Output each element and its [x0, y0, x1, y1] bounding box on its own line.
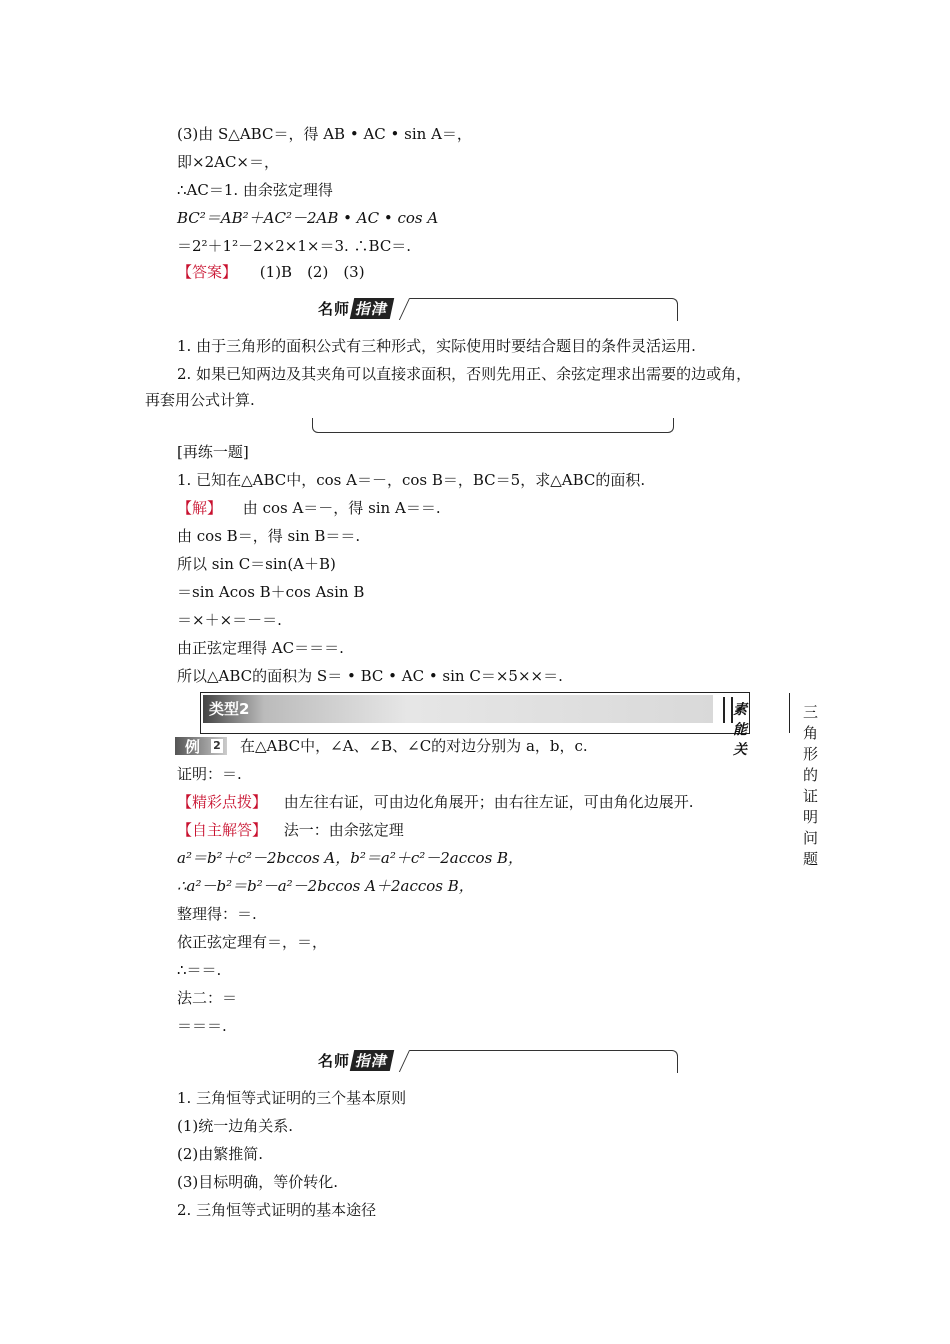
example-question: 在△ABC中，∠A、∠B、∠C的对边分别为 a，b，c.	[240, 737, 588, 755]
tip-label: 名师 指津	[318, 1050, 392, 1071]
practice-solution-line: 由 cos B＝，得 sin B＝＝.	[177, 527, 361, 545]
hint-line: 【精彩点拨】 由左往右证，可由边化角展开；由右往左证，可由角化边展开.	[177, 793, 694, 811]
tip-text: 1. 三角恒等式证明的三个基本原则	[177, 1089, 407, 1107]
answer-tag: 【答案】	[177, 263, 238, 281]
practice-solution-line: ＝×＋×＝－＝.	[177, 611, 282, 629]
answer-body: (1)B (2) (3)	[259, 263, 365, 281]
tip-text: (1)统一边角关系.	[177, 1117, 294, 1135]
tip-text: (2)由繁推简.	[177, 1145, 264, 1163]
practice-question: 1. 已知在△ABC中，cos A＝－，cos B＝，BC＝5，求△ABC的面积.	[177, 471, 646, 489]
solution-line: ∴a²－b²＝b²－a²－2bccos A＋2accos B，	[177, 877, 474, 895]
self-solve-tag: 【自主解答】	[177, 821, 268, 839]
practice-solution-line: 【解】 由 cos A＝－，得 sin A＝＝.	[177, 499, 441, 517]
practice-solution-line: 由正弦定理得 AC＝＝＝.	[177, 639, 344, 657]
tip-label: 名师 指津	[318, 298, 392, 319]
tip-text: 再套用公式计算.	[145, 391, 255, 409]
solution-line: 即×2AC×＝，	[177, 153, 279, 171]
level-label: 素能关	[733, 702, 747, 758]
solution-tag: 【解】	[177, 499, 223, 517]
banner-title: 三角形的证明问题	[803, 703, 819, 868]
solution-line: BC²＝AB²＋AC²－2AB • AC • cos A	[177, 209, 439, 227]
tip-text: 2. 如果已知两边及其夹角可以直接求面积，否则先用正、余弦定理求出需要的边或角，	[177, 365, 752, 383]
example-tag: 例 2	[175, 737, 227, 755]
solution-line: 整理得：＝.	[177, 905, 257, 923]
tip-text: 2. 三角恒等式证明的基本途径	[177, 1201, 377, 1219]
solution-line: ∴＝＝.	[177, 961, 222, 979]
solution-head-line: 【自主解答】 法一：由余弦定理	[177, 821, 404, 839]
tip-header	[312, 1048, 678, 1076]
practice-solution-line: 所以 sin C＝sin(A＋B)	[177, 555, 336, 573]
tip-header	[312, 296, 678, 324]
hint-tag: 【精彩点拨】	[177, 793, 268, 811]
solution-line: ＝＝＝.	[177, 1017, 227, 1035]
practice-solution-line: 所以△ABC的面积为 S＝ • BC • AC • sin C＝×5××＝.	[177, 667, 563, 685]
solution-line: a²＝b²＋c²－2bccos A，b²＝a²＋c²－2accos B，	[177, 849, 524, 867]
practice-solution-line: ＝sin Acos B＋cos Asin B	[177, 583, 365, 601]
type-tag: 类型2	[209, 700, 250, 718]
example-prove: 证明：＝.	[177, 765, 242, 783]
solution-line: 法二：＝	[177, 989, 238, 1007]
tip-footer	[312, 418, 674, 433]
tip-text: 1. 由于三角形的面积公式有三种形式，实际使用时要结合题目的条件灵活运用.	[177, 337, 696, 355]
solution-line: ∴AC＝1. 由余弦定理得	[177, 181, 333, 199]
solution-line: (3)由 S△ABC＝，得 AB • AC • sin A＝，	[177, 125, 472, 143]
tip-text: (3)目标明确，等价转化.	[177, 1173, 339, 1191]
practice-heading: [再练一题]	[177, 443, 249, 461]
answer-line	[177, 262, 365, 282]
solution-line: 依正弦定理有＝，＝，	[177, 933, 328, 951]
solution-line: ＝2²＋1²－2×2×1×＝3. ∴BC＝.	[177, 237, 412, 255]
